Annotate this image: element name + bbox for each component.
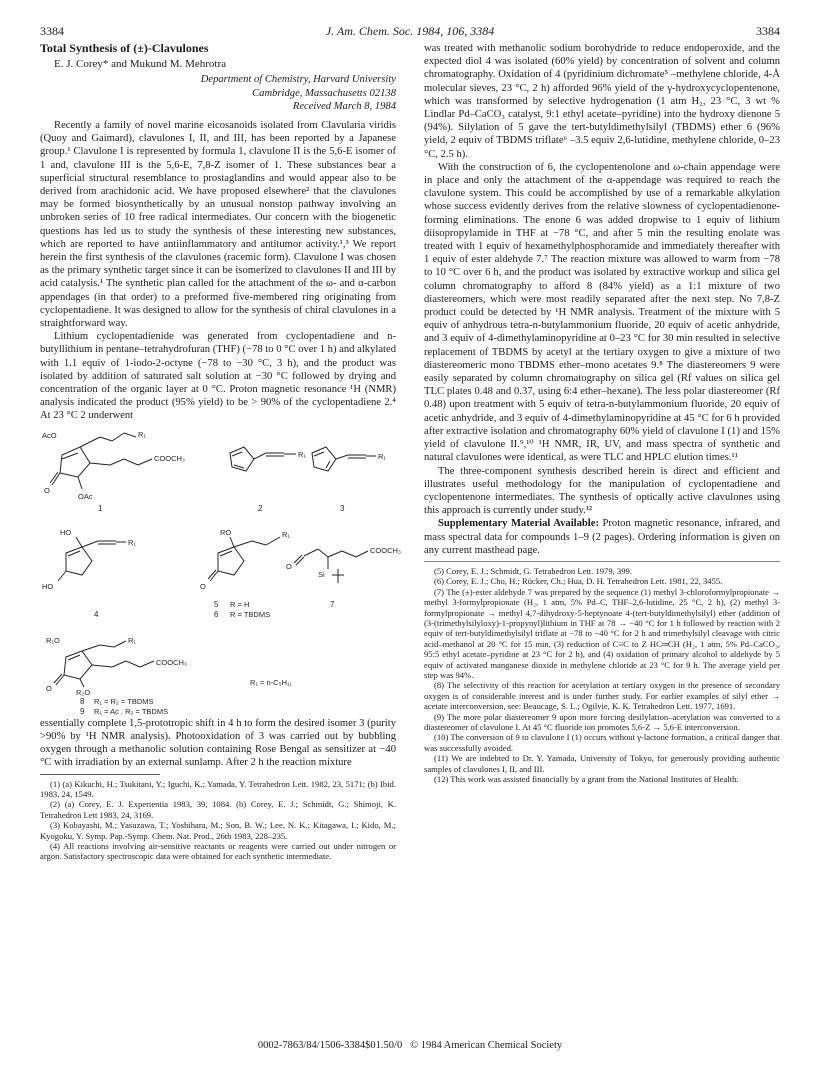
article-authors: E. J. Corey* and Mukund M. Mehrotra (54, 58, 227, 71)
article-title: Total Synthesis of (±)-Clavulones (40, 41, 209, 55)
label-r1: R₁ (378, 451, 386, 461)
compound-number: 7 (330, 599, 335, 609)
label-si: Si (318, 569, 325, 579)
label-ho: HO (60, 527, 72, 537)
body-paragraph: With the construction of 6, the cyclopentenolone and ω-chain appendage were in place and only the attachment of the α-appendage was required to reach the clavulone system. This could be accomplished by use of a remarkable alkylation whose success evidently derives from the relative slowness of cyclopentadienone-forming eliminations. The enone 6 was added dropwise to 1 equiv of lithium diisopropylamide in THF at −78 °C, and after 5 min the resulting enolate was treated with 1 equiv of hexamethylphosphoramide and immediately thereafter with 1 equiv of ester aldehyde 7.⁷ The reaction mixture was allowed to warm from −78 to 10 °C over 6 h, and the product was isolated by extractive workup and silica gel column chromatography to afford 8 (84% yield) as a 1:1 mixture of two diastereomers, which were most readily separated after the next step. No 7,8-Z product could be detected by ¹H NMR analysis. Treatment of the mixture with 5 equiv of anhydrous tetra-n-butylammonium fluoride, 20 equiv of acetic anhydride, and 3 equiv of 4-dimethylaminopyridine at 0–23 °C for 30 min resulted in selective replacement of TBDMS by acetyl at the tertiary oxygen to give a mixture of two diastereomeric mono TBDMS ether–mono acetates 9.⁸ The diastereomers 9 were easily separated by column chromatography on silica gel (Rf values on silica gel TLC plates 0.48 and 0.37, using 6:4 ether–hexane). The less polar diastereomer (Rf 0.48) upon treatment with 5 equiv of tetra-n-butylammonium fluoride, 20 equiv of acetic anhydride, and 3 equiv of 4-dimethylaminopyridine at 45 °C for 6 h provided after extractive isolation and chromatography 60% yield of clavulone I (1) and 15% yield of clavulone II.⁹,¹⁰ ¹H NMR, IR, UV, and mass spectra of synthetic and natural clavulones were identical, as were TLC and HPLC elution times.¹¹ (424, 161, 780, 464)
page-footer (0, 1040, 820, 1051)
label-o: O (286, 561, 292, 571)
footnote: (6) Corey, E. J.; Cho, H.; Rücker, Ch.; Hua, D. H. Tetrahedron Lett. 1981, 22, 3455. (434, 576, 723, 587)
right-column (424, 42, 780, 784)
compound-number: 3 (340, 503, 345, 513)
definition-9: R₁ = Ac , R₂ = TBDMS (94, 706, 169, 716)
body-paragraph: Lithium cyclopentadienide was generated from cyclopentadiene and n-butyllithium in pentane–tetrahydrofuran (THF) (−78 to 0 °C over 1 h) and alkylated with 1.1 equiv of 1-iodo-2-octyne (−78 to −30 °C, 3 h), and the product was isolated by addition of saturated salt solution at −30 °C followed by drying and concentration of the organic layer at 0 °C. Proton magnetic resonance ¹H (NMR) analysis indicated the product (95% yield) to be > 90% of the cyclopentadiene 2.⁴ At 23 °C 2 underwent (40, 331, 396, 422)
structure-5-6 (208, 537, 280, 581)
year-volume-page: 1984, 106, 3384 (416, 24, 495, 38)
definition-6: R = TBDMS (230, 609, 271, 619)
compound-number: 4 (94, 609, 99, 619)
footnote: (10) The conversion of 9 to clavulone I (1) occurs without γ-lactone formation, a critical danger that was successfully avoided. (424, 732, 780, 753)
compound-number: 1 (98, 503, 103, 513)
body-paragraph: The three-component synthesis described herein is direct and efficient and illustrates useful methodology for the manipulation of cyclopentadiene and cyclopentenone intermediates. The synthesis of optically active clavulones using this approach is currently under study.¹² (424, 465, 780, 517)
page-number: 3384 (40, 24, 64, 38)
compound-number: 8 (80, 696, 85, 706)
footnote: (8) The selectivity of this reaction for acetylation at tertiary oxygen in the presence of secondary oxygen is of considerable interest and is under further study. For earlier examples of silyl ether → acetate interconversion, see: Beaucage, S. L.; Ogilvie, K. K. Tetrahedron Lett. 1977, 1691. (424, 680, 780, 712)
affiliation-line: Department of Chemistry, Harvard University (200, 74, 396, 86)
body-paragraph: was treated with methanolic sodium borohydride to reduce endoperoxide, and the expected diol 4 was isolated (60% yield) by concentration of solvent and column chromatography. Oxidation of 4 (pyridinium dichromate⁵ –methylene chloride, 4-Å molecular sieves, 23 °C, 2 h) afforded 96% yield of the γ-hydroxycyclopentenone, which was transformed by selective hydrogenation (1 atm H₂, 23 °C, 3 wt % Lindlar Pd–CaCO₃ catalyst, 9:1 ethyl acetate–pyridine) into the hydroxy dienone 5 (94%). Silylation of 5 gave the tert-butyldimethylsilyl (TBDMS) ether 6 (96% yield, 2 equiv of TBDMS triflate⁶ –3.5 equiv 2,6-lutidine, methylene chloride, 0–23 °C, 2.5 h). (424, 43, 780, 160)
label-r1-definition: R₁ = n-C₅H₁₁ (250, 677, 293, 687)
footnote-divider (40, 774, 160, 775)
label-r1: R₁ (138, 429, 146, 439)
structure-2 (230, 447, 296, 471)
footnote: (9) The more polar diastereomer 9 upon more forcing desilylation–acetylation was converted to a diastereomer of clavulone I. At 45 °C fluoride ion promotes 5,6-Z → 5,6-E interconversion. (424, 711, 780, 733)
journal-name: J. Am. Chem. Soc. (325, 24, 414, 38)
supplementary-material (424, 517, 780, 557)
running-header (40, 24, 780, 40)
label-oac: OAc (78, 491, 93, 501)
label-r1: R₁ (128, 537, 136, 547)
footer-copyright: © 1984 American Chemical Society (410, 1040, 563, 1051)
footnote: (3) Kobayashi, M.; Yasuzawa, T.; Yoshihara, M.; Son, B. W.; Lee, N. K.; Kitagawa, I.; Kido, M.; Kyogoku, Y. Symp. Pap.-Symp. Chem. Nat. Prod., 26th 1983, 228–235. (40, 820, 396, 841)
label-o: O (46, 683, 52, 693)
label-cooch3: COOCH₃ (370, 545, 401, 555)
label-r1: R₁ (298, 449, 306, 459)
affiliation-line: Cambridge, Massachusetts 02138 (252, 87, 396, 99)
label-cooch3: COOCH₃ (154, 453, 185, 463)
affiliation (40, 73, 396, 113)
label-ho: HO (42, 581, 54, 591)
label-r2o: R₂O (76, 687, 91, 697)
footer-code: 0002-7863/84/1506-3384$01.50/0 (257, 1040, 403, 1051)
compound-number: 9 (80, 706, 85, 716)
footnote: (11) We are indebted to Dr. Y. Yamada, University of Tokyo, for generously providing authentic samples of clavulones I, II, and III. (424, 753, 780, 774)
journal-citation (40, 24, 780, 39)
footnote: (4) All reactions involving air-sensitive reactants or reagents were carried out under nitrogen or argon. Satisfactory spectroscopic data were obtained for each synthetic intermediate. (40, 840, 396, 862)
structure-4 (58, 537, 126, 581)
structures-1-7 (40, 425, 401, 633)
structure-figure (40, 425, 401, 633)
compound-number: 2 (258, 503, 263, 513)
structure-3 (312, 447, 376, 471)
compound-number: 5 (214, 599, 219, 609)
label-r1: R₁ (282, 529, 290, 539)
compound-number: 6 (214, 609, 219, 619)
footnote: (5) Corey, E. J.; Schmidt, G. Tetrahedron Lett. 1979, 399. (434, 565, 632, 576)
definition-8: R₁ = R₂ = TBDMS (94, 696, 154, 706)
label-r1o: R₁O (46, 635, 60, 645)
label-o: O (200, 581, 206, 591)
supplementary-text: Proton magnetic resonance, infrared, and mass spectral data for compounds 1–9 (2 pages). Ordering information is given on any current masthead page. (424, 518, 780, 556)
page-number-right: 3384 (756, 24, 780, 38)
structure-8-9 (54, 641, 154, 687)
label-o: O (44, 485, 50, 495)
footnotes-right (424, 566, 780, 785)
structure-figure-8-9 (40, 635, 396, 715)
label-ro: RO (220, 527, 232, 537)
footnote: (1) (a) Kikuchi, H.; Tsukitani, Y.; Iguchi, K.; Yamada, Y. Tetrahedron Lett. 1982, 23, 5171; (b) Ibid. 1983, 24, 1549. (40, 778, 396, 799)
footnote-divider (424, 561, 780, 562)
structure-7 (294, 549, 368, 583)
definition-5: R = H (230, 599, 250, 609)
label-aco: AcO (42, 430, 57, 440)
footnote: (12) This work was assisted financially by a grant from the National Institutes of Health. (434, 774, 739, 785)
structures-8-9 (40, 635, 396, 715)
label-r1: R₁ (128, 635, 136, 645)
left-column (40, 41, 401, 862)
structure-1 (50, 433, 152, 489)
supplementary-heading: Supplementary Material Available: (438, 518, 599, 530)
footnotes-left (40, 779, 396, 862)
footnote: (7) The (±)-ester aldehyde 7 was prepared by the sequence (1) methyl 3-chloroformylpropionate → methyl 3-formylpropionate (H₂, 1 atm, 5% Pd–C, THF–2,6-lutidine, 25 °C, 2 h), (2) methyl 3-formylpropionate → methyl 4,7-dihydroxy-5-heptynoate 4-(tert-butyldimethylsilyl) ether (addition of (3-(trimethylsilyloxy)-1-propynyl)lithium in THF at 78 → −40 °C for 1 h followed by reaction with 2 equiv of tert-butyldimethylsilyl triflate at −78 to −40 °C for 2 h and trimethylsilyl cleavage with citric acid–methanol at 20 °C for 15 min, (3) reduction of C≡C to Z HC═CH (H₂, 1 atm, 5% Pd–CaCO₃, 95:5 ethyl acetate–pyridine at 23 °C for 2 h), and (4) oxidation of primary alcohol to aldehyde by 5 equiv of activated manganese dioxide in methylene chloride at 23 °C for 9 h. The average yield per step was 94%. (424, 586, 780, 680)
body-paragraph: essentially complete 1,5-prototropic shift in 4 h to form the desired isomer 3 (purity >90% by ¹H NMR analysis). Photooxidation of 3 was carried out by bubbling oxygen through a methanolic solution containing Rose Bengal as sensitizer at −40 °C with irradiation by an external sunlamp. After 2 h the reaction mixture (40, 717, 396, 769)
label-cooch3: COOCH₃ (156, 657, 187, 667)
body-paragraph: Recently a family of novel marine eicosanoids isolated from Clavularia viridis (Quoy and Gaimard), clavulones I, II, and III, has been reported by a Japanese group.¹ Clavulone I is represented by formula 1, clavulone II is the 5,6-E isomer of 1 and, clavulone III is the 5,6-E, 7,8-Z isomer of 1. These substances bear a superficial structural resemblance to prostaglandins and would appear also to be derived from arachidonic acid. We have proposed elsewhere² that the clavulones may be formed biosynthetically by an unusual nonstop pathway involving an unbroken series of 10 free radical intermediates. Our concern with the biogenetic questions has led us to study the synthesis of these interesting new substances, which are reported to have antiinflammatory and antitumor activity.¹,³ We report herein the first synthesis of the clavulones (racemic form). Clavulone I was chosen as the primary synthetic target since it can be isomerized to clavulones II and III by acid catalysis.¹ The synthetic plan called for the attachment of the ω- and α-carbon appendages (in that order) to a preformed five-membered ring originating from cyclopentadiene. It was designed to allow for the synthesis of chiral clavulones in a straightforward way. (40, 120, 396, 330)
footnote: (2) (a) Corey, E. J. Experientia 1983, 39, 1084. (b) Corey, E. J.; Schmidt, G.; Shimoji, K. Tetrahedron Lett 1983, 24, 3169. (40, 799, 396, 820)
received-date: Received March 8, 1984 (292, 100, 396, 112)
